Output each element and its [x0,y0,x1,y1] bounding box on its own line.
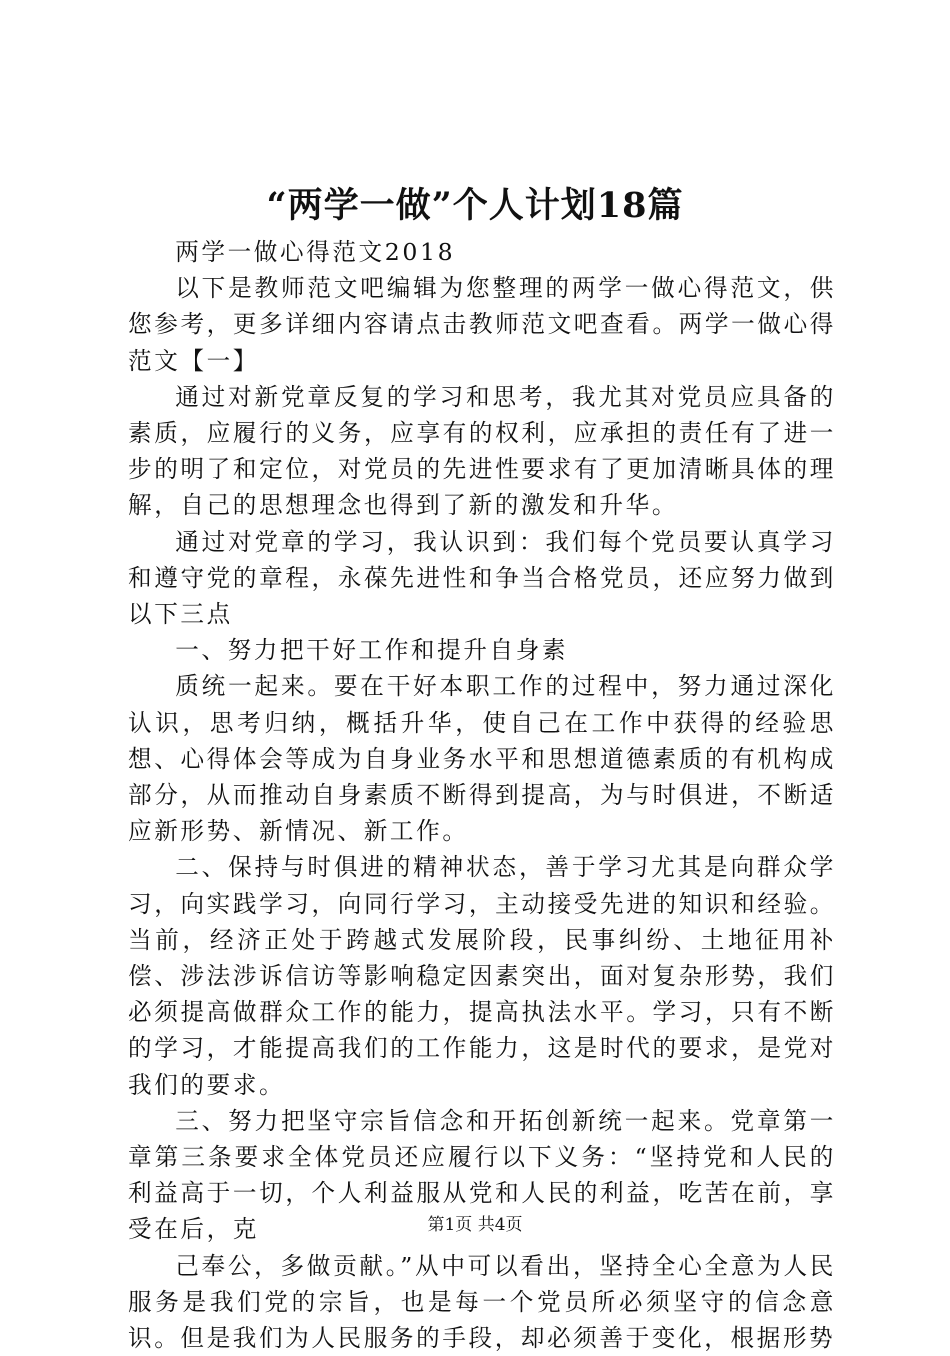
document-title: “两学一做”个人计划18篇 [266,185,684,226]
paragraph: 通过对新党章反复的学习和思考，我尤其对党员应具备的素质，应履行的义务，应享有的权利，应承担的责任有了进一步的明了和定位，对党员的先进性要求有了更加清晰具体的理解，自己的思想理念也得到了新的激发和升华。 [128,382,836,520]
paragraph: 己奉公，多做贡献。”从中可以看出，坚持全心全意为人民服务是我们党的宗旨，也是每一个党员所必须坚守的信念意识。但是我们为人民服务的手段，却必须善于变化，根据形势 [128,1251,836,1353]
paragraph-heading-one: 一、努力把干好工作和提升自身素 [175,636,569,665]
paragraph-point-two: 二、保持与时俱进的精神状态，善于学习尤其是向群众学习，向实践学习，向同行学习，主动接受先进的知识和经验。当前，经济正处于跨越式发展阶段，民事纠纷、土地征用补偿、涉法涉诉信访等影响稳定因素突出，面对复杂形势，我们必须提高做群众工作的能力，提高执法水平。学习，只有不断的学习，才能提高我们的工作能力，这是时代的要求，是党对我们的要求。 [128,853,836,1099]
paragraph-intro: 以下是教师范文吧编辑为您整理的两学一做心得范文，供您参考，更多详细内容请点击教师范文吧查看。两学一做心得范文【一】 [128,274,836,375]
paragraph: 质统一起来。要在干好本职工作的过程中，努力通过深化认识，思考归纳，概括升华，使自己在工作中获得的经验思想、心得体会等成为自身业务水平和思想道德素质的有机构成部分，从而推动自身素质不断得到提高，为与时俱进，不断适应新形势、新情况、新工作。 [128,672,836,846]
document-body [128,234,836,1356]
paragraph: 通过对党章的学习，我认识到：我们每个党员要认真学习和遵守党的章程，永葆先进性和争当合格党员，还应努力做到以下三点 [128,527,836,629]
paragraph-subtitle: 两学一做心得范文2018 [175,238,456,266]
page-number-footer: 第1页 共4页 [427,1215,523,1235]
paragraph-point-three: 三、努力把坚守宗旨信念和开拓创新统一起来。党章第一章第三条要求全体党员还应履行以下义务：“坚持党和人民的利益高于一切，个人利益服从党和人民的利益，吃苦在前，享受在后，克 [128,1106,836,1244]
